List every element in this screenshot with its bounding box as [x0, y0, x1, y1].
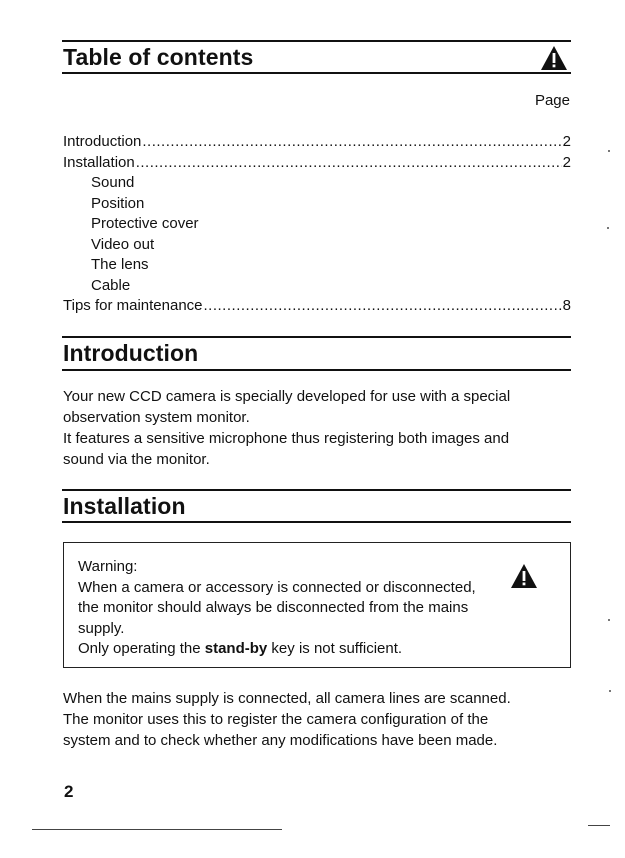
introduction-line: It features a sensitive microphone thus registering both images and [63, 430, 510, 447]
installation-line: system and to check whether any modifications have been made. [63, 732, 498, 749]
toc-entry-title: Tips for maintenance [63, 297, 203, 314]
warning-line [78, 639, 518, 660]
toc-entry-page: 8 [562, 297, 571, 314]
toc-entry-title: Cable [91, 276, 131, 294]
scan-speck [608, 619, 610, 621]
toc-dot-leader [142, 132, 561, 153]
toc-entry-title: Video out [91, 235, 155, 253]
warning-box [63, 542, 571, 668]
warning-line: the monitor should always be disconnected from the mains [78, 599, 469, 616]
toc-entry-title: Sound [91, 174, 135, 191]
toc-subentry-protective-cover[interactable] [63, 214, 571, 235]
introduction-line: observation system monitor. [63, 409, 250, 426]
scan-speck [608, 150, 610, 152]
installation-line: When the mains supply is connected, all camera lines are scanned. [63, 690, 511, 707]
toc-entry-page: 2 [562, 133, 571, 150]
warning-text [78, 557, 518, 660]
warning-line-suffix: key is not sufficient. [267, 640, 403, 657]
scan-artifact-line [588, 825, 610, 826]
installation-text [63, 688, 563, 751]
toc-entry-title: Installation [63, 153, 135, 171]
standby-key-term: stand-by [204, 640, 268, 657]
toc-bottom-rule [62, 72, 571, 74]
toc-dot-leader [136, 153, 562, 174]
toc-subentry-video-out[interactable] [63, 235, 571, 256]
scan-speck [607, 227, 609, 229]
introduction-line: Your new CCD camera is specially developed for use with a special [63, 388, 511, 405]
toc-entry-title: Protective cover [91, 215, 199, 232]
toc-subentry-cable[interactable] [63, 276, 571, 297]
installation-bottom-rule [62, 521, 571, 523]
toc-entry-tips-for-maintenance[interactable] [63, 296, 571, 317]
toc-entry-page: 2 [562, 153, 571, 171]
page-column-label: Page [534, 92, 570, 109]
toc-entry-installation[interactable] [63, 153, 571, 174]
warning-line: supply. [78, 619, 125, 637]
toc-entry-title: Position [91, 194, 145, 212]
toc-heading: Table of contents [63, 44, 254, 70]
toc-list [63, 132, 571, 317]
installation-heading: Installation [63, 493, 186, 519]
toc-subentry-position[interactable] [63, 194, 571, 215]
toc-entry-introduction[interactable] [63, 132, 571, 153]
toc-entry-title: Introduction [63, 133, 142, 150]
toc-dot-leader [204, 296, 562, 317]
introduction-top-rule [62, 336, 571, 338]
warning-line: When a camera or accessory is connected or disconnected, [78, 578, 476, 596]
introduction-bottom-rule [62, 369, 571, 371]
introduction-line: sound via the monitor. [63, 451, 210, 468]
scan-artifact-line [32, 829, 282, 830]
warning-label: Warning: [78, 558, 138, 575]
warning-triangle-icon [540, 45, 568, 71]
introduction-heading: Introduction [63, 340, 199, 366]
warning-line-prefix: Only operating the [78, 640, 205, 657]
scan-speck [609, 690, 611, 692]
toc-entry-title: The lens [91, 256, 149, 273]
introduction-text [63, 386, 563, 470]
toc-subentry-the-lens[interactable] [63, 255, 571, 276]
installation-line: The monitor uses this to register the camera configuration of the [63, 711, 489, 728]
toc-subentry-sound[interactable] [63, 173, 571, 194]
toc-top-rule [62, 40, 571, 42]
warning-triangle-icon [510, 563, 538, 589]
page-number: 2 [64, 782, 74, 801]
installation-top-rule [62, 489, 571, 491]
